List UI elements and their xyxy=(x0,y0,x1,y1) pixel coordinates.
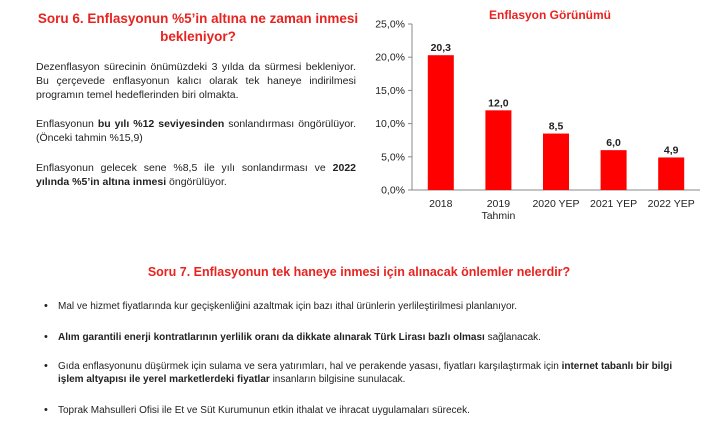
list-item-text: Gıda enflasyonunu düşürmek için sulama ve sera yatırımları, hal ve perakende yasası, fiyatları karşılaştırmak için xyxy=(58,361,562,372)
chart-title: Enflasyon Görünümü xyxy=(488,8,611,22)
data-label: 6,0 xyxy=(606,137,621,150)
y-tick-label: 25,0% xyxy=(375,18,405,31)
question-6-title: Soru 6. Enflasyonun %5’in altına ne zaman inmesi bekleniyor? xyxy=(37,11,359,44)
bar xyxy=(543,134,569,190)
y-tick-label: 0,0% xyxy=(381,184,405,197)
y-tick-label: 5,0% xyxy=(381,151,405,164)
list-item-text: Mal ve hizmet fiyatlarında kur geçişkenliğini azaltmak için bazı ithal ürünlerin yerlileştirilmesi planlanıyor. xyxy=(58,301,518,312)
x-tick-sublabel: Tahmin xyxy=(481,210,516,222)
p3-text-bold: 2022 yılında %5’in altına inmesi xyxy=(36,162,356,188)
x-tick-label: 2020 YEP xyxy=(532,198,580,210)
inflation-bar-chart xyxy=(360,18,710,238)
x-tick-label: 2019 xyxy=(486,198,511,210)
list-item-text: Toprak Mahsulleri Ofisi ile Et ve Süt Kurumunun etkin ithalat ve ihracat uygulamaları sürecek. xyxy=(58,405,470,416)
list-item-text: insanların bilgisine sunulacak. xyxy=(269,374,406,385)
list-item-bold-text: internet tabanlı bir bilgi işlem altyapısı ile yerel marketlerdeki fiyatlar xyxy=(58,361,673,385)
y-tick-label: 20,0% xyxy=(375,51,405,64)
data-label: 12,0 xyxy=(488,97,509,110)
list-item xyxy=(42,404,682,417)
paragraph-this-year xyxy=(36,117,356,145)
paragraph-next-years xyxy=(36,161,356,189)
list-item xyxy=(42,331,682,344)
data-label: 8,5 xyxy=(548,120,564,133)
bar xyxy=(601,150,627,190)
x-tick-label: 2018 xyxy=(429,198,453,210)
x-tick-label: 2022 YEP xyxy=(647,198,695,210)
list-item-bold-text: Alım garantili enerji kontratlarının yerlilik oranı da dikkate alınarak Türk Lirası bazlı olması xyxy=(58,332,485,343)
y-tick-label: 10,0% xyxy=(375,118,405,131)
data-label: 4,9 xyxy=(663,144,679,157)
p2-text-b: sonlandırması öngörülüyor. (Önceki tahmin %15,9) xyxy=(36,118,356,144)
bar xyxy=(658,157,684,190)
bar xyxy=(485,110,511,190)
measures-list xyxy=(42,300,682,417)
p3-text-b: öngörülüyor. xyxy=(166,176,227,188)
question-7-title: Soru 7. Enflasyonun tek haneye inmesi için alınacak önlemler nelerdir? xyxy=(147,265,571,279)
list-item-text: sağlanacak. xyxy=(484,332,541,343)
y-tick-label: 15,0% xyxy=(375,84,405,97)
data-label: 20,3 xyxy=(430,42,452,55)
paragraph-disinflation: Dezenflasyon sürecinin önümüzdeki 3 yılda da sürmesi bekleniyor. Bu çerçevede enflasyonun kalıcı olarak tek haneye indirilmesi programın temel hedeflerinden biri olmakta. xyxy=(36,61,356,101)
list-item xyxy=(42,360,682,386)
p2-text-a: Enflasyonun xyxy=(36,118,98,130)
x-tick-label: 2021 YEP xyxy=(590,198,638,210)
list-item xyxy=(42,300,682,313)
p3-text-a: Enflasyonun gelecek sene %8,5 ile yılı sonlandırması ve xyxy=(36,162,333,174)
bar xyxy=(428,55,454,190)
p2-text-bold: bu yılı %12 seviyesinden xyxy=(97,118,225,130)
